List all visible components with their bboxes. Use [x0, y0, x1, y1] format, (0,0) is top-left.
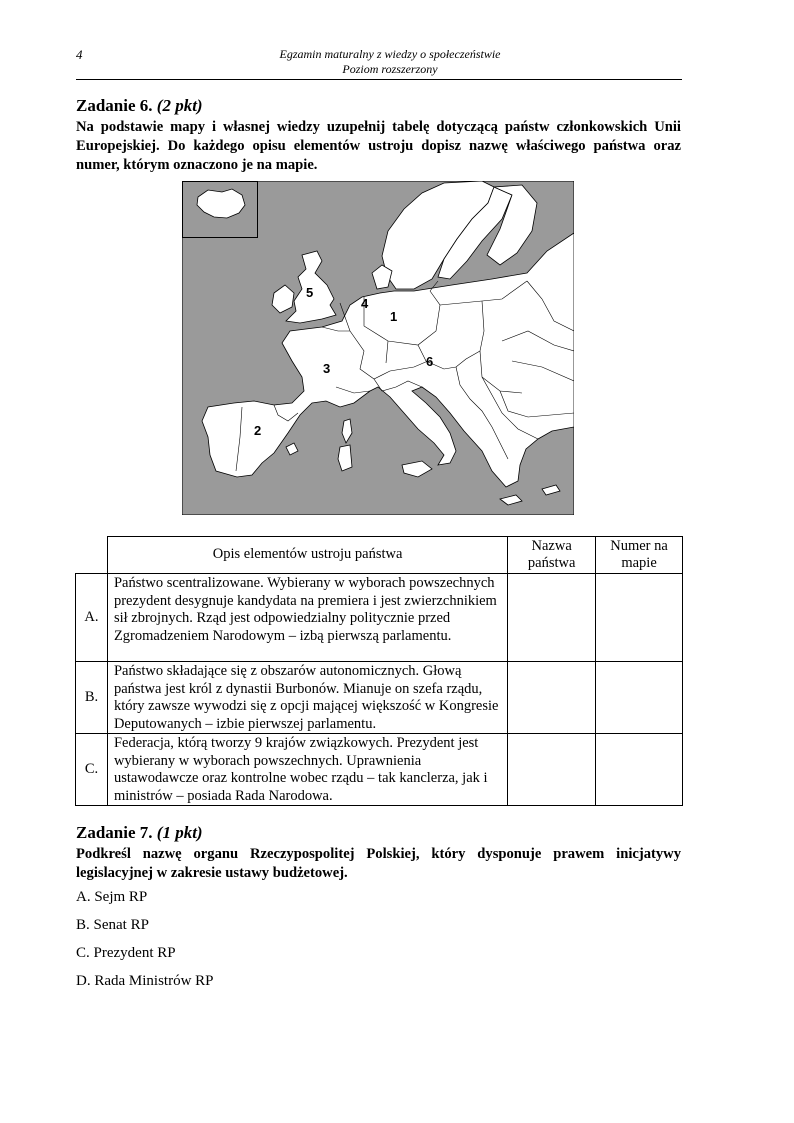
answer-number-cell[interactable] [596, 662, 683, 734]
task6-points: (2 pkt) [156, 96, 203, 115]
map-label-4: 4 [361, 296, 369, 311]
answer-number-cell[interactable] [596, 574, 683, 662]
map-label-5: 5 [306, 285, 314, 300]
iceland-inset [183, 182, 258, 238]
answer-table [75, 536, 683, 806]
row-description: Federacja, którą tworzy 9 krajów związkowych. Prezydent jest wybierany w wyborach powszechnych. Uprawnienia ustawodawcze oraz kontrolne wobec rządu – tak kanclerza, jak i ministrów – posiada Rada Narodowa. [107, 734, 507, 806]
task6-instruction: Na podstawie mapy i własnej wiedzy uzupełnij tabelę dotyczącą państw członkowskich Unii Europejskiej. Do każdego opisu elementów ustroju dopisz nazwę właściwego państwa oraz numer, którym oznaczono je na mapie. [76, 119, 681, 173]
task7-points: (1 pkt) [156, 823, 203, 842]
table-corner [76, 537, 108, 574]
exam-level: Poziom rozszerzony [342, 62, 438, 76]
column-header-number: Numer na mapie [596, 537, 683, 574]
answer-name-cell[interactable] [508, 574, 596, 662]
row-description: Państwo składające się z obszarów autonomicznych. Głową państwa jest król z dynastii Burbonów. Mianuje on szefa rządu, który zawsze wywodzi się z opcji mającej większość w Kongresie Deputowanych – izbie pierwszej parlamentu. [107, 662, 507, 734]
map-label-6: 6 [426, 354, 434, 369]
task6-number: Zadanie 6. [76, 96, 153, 115]
task7-title [76, 823, 203, 843]
column-header-name: Nazwa państwa [508, 537, 596, 574]
europe-map [182, 181, 574, 515]
answer-option-a[interactable]: A. Sejm RP [76, 889, 148, 905]
row-label: A. [76, 574, 108, 662]
task7-number: Zadanie 7. [76, 823, 153, 842]
answer-name-cell[interactable] [508, 662, 596, 734]
answer-number-cell[interactable] [596, 734, 683, 806]
answer-option-d[interactable]: D. Rada Ministrów RP [76, 973, 214, 989]
table-row [76, 734, 683, 806]
row-label: C. [76, 734, 108, 806]
header-rule [76, 79, 682, 80]
page-number: 4 [76, 47, 83, 62]
table-header-row [76, 537, 683, 574]
task7-instruction: Podkreśl nazwę organu Rzeczypospolitej Polskiej, który dysponuje prawem inicjatywy legislacyjnej w zakresie ustawy budżetowej. [76, 846, 681, 881]
map-label-3: 3 [323, 361, 331, 376]
answer-option-c[interactable]: C. Prezydent RP [76, 945, 176, 961]
answer-option-b[interactable]: B. Senat RP [76, 917, 149, 933]
row-label: B. [76, 662, 108, 734]
table-row [76, 662, 683, 734]
map-label-1: 1 [390, 309, 398, 324]
page-header [200, 47, 580, 77]
column-header-description: Opis elementów ustroju państwa [107, 537, 507, 574]
map-label-2: 2 [254, 423, 262, 438]
row-description: Państwo scentralizowane. Wybierany w wyborach powszechnych prezydent desygnuje kandydata na premiera i jest zwierzchnikiem sił zbrojnych. Rząd jest odpowiedzialny politycznie przed Zgromadzeniem Narodowym – izbą pierwszą parlamentu. [107, 574, 507, 662]
task6-title [76, 96, 203, 116]
exam-title: Egzamin maturalny z wiedzy o społeczeństwie [279, 47, 501, 61]
answer-name-cell[interactable] [508, 734, 596, 806]
table-row [76, 574, 683, 662]
